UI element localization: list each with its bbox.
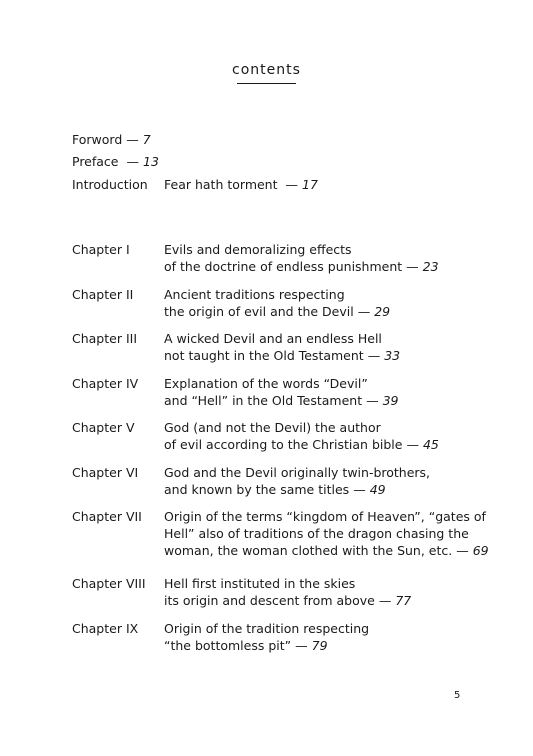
entry-page-number: 7 — [142, 132, 151, 147]
chapter-title-line: its origin and descent from above — [164, 593, 375, 608]
chapter-title-line: A wicked Devil and an endless Hell — [164, 331, 382, 346]
entry-dash: — — [353, 482, 366, 497]
chapter-title-line: and known by the same titles — [164, 482, 350, 497]
chapter-page-number: 39 — [382, 393, 399, 408]
entry-dash: — — [406, 259, 419, 274]
chapter-label: Chapter IV — [72, 376, 139, 391]
chapter-label: Chapter II — [72, 287, 134, 302]
chapter-label: Chapter I — [72, 242, 130, 257]
chapter-page-number: 49 — [369, 482, 386, 497]
entry-dash: — — [406, 437, 419, 452]
chapter-title-line: of evil according to the Christian bible — [164, 437, 403, 452]
chapter-title-line: and “Hell” in the Old Testament — [164, 393, 363, 408]
chapter-label: Chapter VIII — [72, 576, 146, 591]
chapter-page-number: 23 — [422, 259, 439, 274]
entry-dash: — — [126, 132, 139, 147]
entry-label: Preface — [72, 154, 119, 169]
entry-dash: — — [357, 304, 371, 319]
entry-label: Introduction — [72, 177, 148, 192]
chapter-label: Chapter III — [72, 331, 138, 346]
chapter-page-number: 45 — [422, 437, 439, 452]
entry-label: Forword — [72, 132, 123, 147]
entry-page-number: 17 — [302, 177, 318, 192]
entry-dash: — — [126, 154, 139, 169]
chapter-page-number: 29 — [374, 304, 391, 319]
chapter-title-line: the origin of evil and the Devil — [164, 304, 354, 319]
entry-dash: — — [456, 543, 469, 558]
chapter-title-line: “the bottomless pit” — [164, 638, 292, 653]
chapter-title-line: Explanation of the words “Devil” — [164, 376, 368, 391]
entry-dash: — — [378, 593, 392, 608]
chapter-title-line: Ancient traditions respecting — [164, 287, 345, 302]
chapter-title-line: Hell” also of traditions of the dragon chasing the — [164, 526, 469, 541]
page-title: contents — [232, 62, 301, 78]
chapter-title-line: Origin of the tradition respecting — [164, 621, 370, 636]
chapter-label: Chapter IX — [72, 621, 139, 636]
title-underline — [237, 83, 296, 84]
chapter-title-line: woman, the woman clothed with the Sun, etc. — [164, 543, 453, 558]
chapter-title-line: not taught in the Old Testament — [164, 348, 364, 363]
chapter-title-line: God and the Devil originally twin-brothers, — [164, 465, 431, 480]
chapter-label: Chapter VII — [72, 509, 142, 524]
chapter-title-line: God (and not the Devil) the author — [164, 420, 381, 435]
chapter-title-line: of the doctrine of endless punishment — [164, 259, 403, 274]
entry-dash: — — [367, 348, 381, 363]
entry-dash: — — [295, 638, 308, 653]
chapter-title-line: Hell first instituted in the skies — [164, 576, 356, 591]
page-number: 5 — [454, 690, 461, 701]
chapter-page-number: 77 — [395, 593, 412, 608]
entry-dash: — — [285, 177, 299, 192]
chapter-page-number: 69 — [472, 543, 489, 558]
entry-dash: — — [366, 393, 379, 408]
entry-title: Fear hath torment — [164, 177, 278, 192]
chapter-page-number: 33 — [384, 348, 401, 363]
chapter-label: Chapter V — [72, 420, 135, 435]
chapter-page-number: 79 — [311, 638, 328, 653]
chapter-title-line: Evils and demoralizing effects — [164, 242, 352, 257]
entry-page-number: 13 — [143, 154, 159, 169]
chapter-title-line: Origin of the terms “kingdom of Heaven”, “gates of — [164, 509, 486, 524]
chapter-label: Chapter VI — [72, 465, 139, 480]
